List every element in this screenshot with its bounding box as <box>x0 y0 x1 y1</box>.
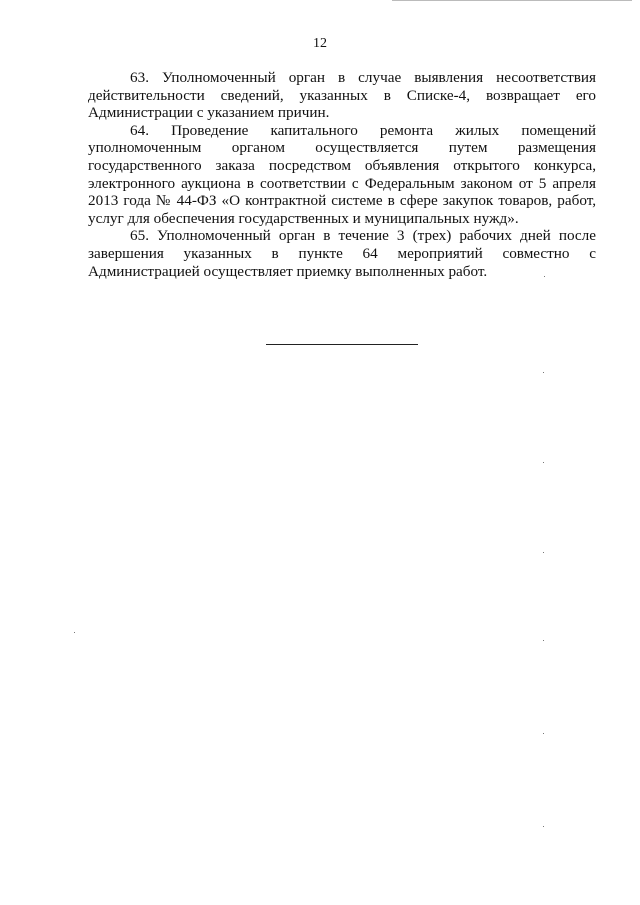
scan-speck <box>543 372 544 373</box>
scan-speck <box>543 462 544 463</box>
scan-speck <box>543 552 544 553</box>
page-number: 12 <box>313 36 327 51</box>
scan-edge-line <box>392 0 632 1</box>
scan-speck <box>543 733 544 734</box>
paragraph-65: 65. Уполномоченный орган в течение 3 (трех) рабочих дней после завершения указанных в пункте 64 мероприятий совместно с Администрацией осуществляет приемку выполненных работ. <box>88 227 596 280</box>
paragraph-64: 64. Проведение капитального ремонта жилых помещений уполномоченным органом осуществляется путем размещения государственного заказа посредством объявления открытого конкурса, электронного аукциона в соответствии с Федеральным законом от 5 апреля 2013 года № 44-ФЗ «О контрактной системе в сфере закупок товаров, работ, услуг для обеспечения государственных и муниципальных нужд». <box>88 121 596 227</box>
end-separator-line <box>266 344 418 345</box>
scan-speck <box>543 640 544 641</box>
scan-speck <box>543 826 544 827</box>
scan-speck <box>74 632 75 633</box>
document-body <box>88 69 596 280</box>
paragraph-63: 63. Уполномоченный орган в случае выявления несоответствия действительности сведений, указанных в Списке-4, возвращает его Администрации с указанием причин. <box>88 69 596 122</box>
scan-speck <box>544 276 545 277</box>
